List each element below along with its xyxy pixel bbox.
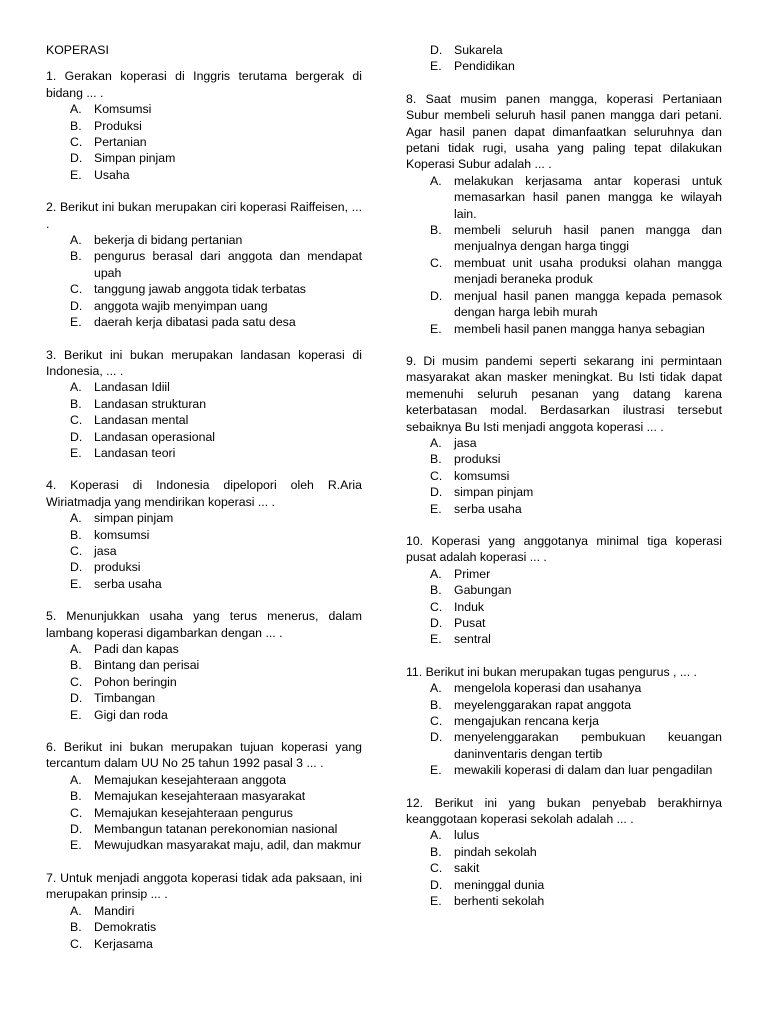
option-letter: A. [70, 903, 82, 918]
option-text: Landasan teori [94, 445, 176, 460]
option-list [46, 510, 362, 592]
option-text: tanggung jawab anggota tidak terbatas [94, 282, 306, 297]
option-letter: C. [70, 413, 83, 428]
document-title: KOPERASI [46, 43, 109, 57]
option-letter: C. [70, 805, 83, 820]
question [406, 664, 722, 779]
question [46, 477, 362, 592]
option-text: simpan pinjam [454, 485, 534, 500]
option-c [46, 805, 362, 821]
option-text: Membangun tatanan perekonomian nasional [94, 822, 338, 837]
option-b [406, 697, 722, 713]
option-letter: D. [430, 288, 443, 303]
question-stem: 8. Saat musim panen mangga, koperasi Pertaniaan Subur membeli seluruh hasil panen mangga dari petani. Agar hasil panen dapat dimanfaatkan seluruhnya dan petani tidak rugi, usaha yang paling tepat dilakukan Koperasi Subur adalah ... . [406, 91, 722, 172]
question [46, 739, 362, 854]
option-text: Pusat [454, 616, 486, 630]
option-d [46, 298, 362, 314]
option-text: Landasan strukturan [94, 396, 207, 411]
option-e [46, 576, 362, 592]
option-text: mengajukan rencana kerja [454, 714, 599, 729]
question-stem: 1. Gerakan koperasi di Inggris terutama bergerak di bidang ... . [46, 69, 362, 100]
option-e [406, 631, 722, 647]
option-letter: B. [70, 920, 82, 935]
option-letter: B. [430, 223, 442, 238]
question [406, 795, 722, 910]
option-text: bekerja di bidang pertanian [94, 233, 243, 248]
option-text: komsumsi [454, 468, 510, 483]
option-letter: C. [430, 468, 443, 483]
option-text: Memajukan kesejahteraan pengurus [94, 805, 293, 820]
question [406, 353, 722, 517]
option-a [46, 101, 362, 117]
option-text: Sukarela [454, 43, 503, 57]
option-text: pindah sekolah [454, 844, 537, 859]
option-letter: E. [430, 501, 442, 516]
question-stem: 7. Untuk menjadi anggota koperasi tidak ada paksaan, ini merupakan prinsip ... . [46, 870, 362, 902]
question-stem: 5. Menunjukkan usaha yang terus menerus, dalam lambang koperasi digambarkan dengan ... . [46, 609, 362, 640]
option-c [46, 674, 362, 690]
option-letter: A. [70, 772, 82, 787]
option-list [406, 827, 722, 909]
option-text: Induk [454, 599, 485, 614]
option-text: pengurus berasal dari anggota dan mendapat upah [94, 249, 362, 280]
option-text: Pendidikan [454, 59, 515, 74]
option-text: membeli seluruh hasil panen mangga dan menjualnya dengan harga tinggi [454, 223, 722, 254]
option-d [406, 615, 722, 631]
option-text: Primer [454, 566, 491, 581]
option-letter: D. [70, 822, 83, 837]
option-text: jasa [94, 543, 117, 558]
option-letter: A. [70, 511, 82, 526]
option-letter: C. [430, 861, 443, 876]
option-c [46, 543, 362, 559]
option-letter: E. [430, 763, 442, 778]
option-letter: C. [70, 543, 83, 558]
option-letter: D. [70, 429, 83, 444]
option-text: Produksi [94, 118, 142, 133]
option-text: serba usaha [454, 501, 522, 516]
option-c [406, 713, 722, 729]
option-text: Pohon beringin [94, 674, 177, 689]
option-list [406, 680, 722, 778]
option-b [46, 788, 362, 804]
option-a [406, 173, 722, 222]
option-letter: A. [430, 566, 442, 581]
option-letter: A. [70, 380, 82, 395]
option-letter: B. [70, 118, 82, 133]
option-letter: B. [430, 844, 442, 859]
option-letter: B. [70, 396, 82, 411]
option-letter: E. [430, 632, 442, 647]
option-c [406, 468, 722, 484]
option-list [46, 101, 362, 183]
option-text: Memajukan kesejahteraan masyarakat [94, 789, 306, 804]
option-a [46, 772, 362, 788]
option-text: meninggal dunia [454, 877, 545, 892]
option-e [46, 837, 362, 853]
option-text: anggota wajib menyimpan uang [94, 298, 268, 313]
option-letter: D. [430, 43, 443, 57]
option-c [406, 599, 722, 615]
option-text: Landasan Idiil [94, 380, 170, 395]
option-c [406, 255, 722, 288]
question [406, 91, 722, 337]
right-column [406, 42, 722, 926]
option-letter: E. [70, 167, 82, 182]
option-text: Usaha [94, 167, 130, 182]
option-d [406, 42, 722, 58]
option-letter: A. [430, 435, 442, 450]
option-list [46, 903, 362, 952]
option-letter: E. [430, 59, 442, 74]
option-letter: B. [70, 789, 82, 804]
option-text: Landasan mental [94, 413, 189, 428]
option-text: Kerjasama [94, 936, 153, 951]
option-d [46, 150, 362, 166]
option-letter: A. [70, 233, 82, 248]
option-text: Simpan pinjam [94, 151, 176, 166]
option-text: jasa [454, 435, 477, 450]
option-b [46, 527, 362, 543]
option-e [46, 445, 362, 461]
option-list [406, 42, 722, 75]
option-letter: A. [70, 642, 82, 656]
option-letter: E. [70, 315, 82, 330]
option-b [406, 451, 722, 467]
option-e [46, 314, 362, 330]
option-letter: A. [430, 681, 442, 696]
question-stem: 10. Koperasi yang anggotanya minimal tiga koperasi pusat adalah koperasi ... . [406, 533, 722, 565]
option-letter: B. [70, 527, 82, 542]
option-b [46, 248, 362, 281]
option-c [406, 860, 722, 876]
option-letter: A. [70, 102, 82, 117]
left-column [46, 42, 362, 968]
option-d [46, 821, 362, 837]
option-letter: D. [70, 691, 83, 706]
option-text: Pertanian [94, 135, 147, 150]
option-letter: D. [430, 616, 443, 630]
option-e [406, 58, 722, 74]
option-text: produksi [454, 452, 501, 467]
question-stem: 2. Berikut ini bukan merupakan ciri koperasi Raiffeisen, ... . [46, 200, 362, 231]
option-letter: B. [430, 697, 442, 712]
option-letter: B. [70, 658, 82, 673]
option-d [46, 690, 362, 706]
option-text: Demokratis [94, 920, 157, 935]
option-letter: A. [430, 828, 442, 843]
option-letter: D. [430, 485, 443, 500]
option-a [406, 827, 722, 843]
option-a [46, 903, 362, 919]
option-text: lulus [454, 828, 480, 843]
question-stem: 6. Berikut ini bukan merupakan tujuan koperasi yang tercantum dalam UU No 25 tahun 1992 pasal 3 ... . [46, 740, 362, 771]
option-text: Timbangan [94, 691, 156, 706]
option-d [406, 877, 722, 893]
option-a [406, 566, 722, 582]
option-letter: E. [70, 576, 82, 591]
option-letter: D. [70, 560, 83, 575]
option-list [46, 232, 362, 330]
option-letter: C. [70, 135, 83, 150]
option-text: melakukan kerjasama antar koperasi untuk memasarkan hasil panen mangga ke wilayah lain. [454, 173, 722, 221]
option-e [46, 167, 362, 183]
option-text: simpan pinjam [94, 511, 174, 526]
option-list [46, 379, 362, 461]
option-b [46, 919, 362, 935]
option-e [406, 321, 722, 337]
question [46, 347, 362, 462]
option-b [406, 844, 722, 860]
option-letter: D. [430, 730, 443, 745]
option-text: serba usaha [94, 576, 162, 591]
option-a [46, 232, 362, 248]
option-letter: B. [70, 249, 82, 264]
option-letter: C. [430, 714, 443, 729]
right-question-list [406, 91, 722, 910]
option-text: Padi dan kapas [94, 642, 179, 656]
option-d [406, 288, 722, 321]
question-stem: 12. Berikut ini yang bukan penyebab berakhirnya keanggotaan koperasi sekolah adalah ... . [406, 795, 722, 827]
option-letter: E. [70, 707, 82, 722]
question-stem: 4. Koperasi di Indonesia dipelopori oleh R.Aria Wiriatmadja yang mendirikan koperasi ... . [46, 478, 362, 509]
option-c [46, 936, 362, 952]
option-letter: E. [430, 321, 442, 336]
option-letter: D. [430, 877, 443, 892]
option-a [406, 680, 722, 696]
question-7-continuation [406, 42, 722, 75]
question [46, 608, 362, 723]
question-stem: 11. Berikut ini bukan merupakan tugas pengurus , ... . [406, 664, 697, 679]
question-stem: 9. Di musim pandemi seperti sekarang ini permintaan masyarakat akan masker meningkat. Bu Isti tidak dapat memenuhi seluruh pesanan yang datang karena keterbatasan modal. Berdasarkan ilustrasi tersebut sebaiknya Bu Isti menjadi anggota koperasi ... . [406, 353, 722, 434]
question [46, 199, 362, 330]
option-text: menyelenggarakan pembukuan keuangan daninventaris dengan tertib [454, 730, 722, 761]
option-text: komsumsi [94, 527, 150, 542]
option-b [46, 118, 362, 134]
option-text: Komsumsi [94, 102, 152, 117]
question [406, 533, 722, 648]
option-text: mewakili koperasi di dalam dan luar pengadilan [454, 763, 713, 778]
option-text: mengelola koperasi dan usahanya [454, 681, 642, 696]
option-list [406, 173, 722, 337]
option-text: sakit [454, 861, 480, 876]
option-list [46, 772, 362, 854]
left-question-list [46, 68, 362, 952]
option-text: daerah kerja dibatasi pada satu desa [94, 315, 296, 330]
option-a [406, 435, 722, 451]
option-e [406, 893, 722, 909]
option-text: membeli hasil panen mangga hanya sebagian [454, 321, 705, 336]
option-b [46, 657, 362, 673]
option-letter: C. [430, 255, 443, 270]
option-list [406, 435, 722, 517]
option-letter: C. [70, 282, 83, 297]
option-text: sentral [454, 632, 491, 647]
option-letter: D. [70, 298, 83, 313]
option-text: produksi [94, 560, 141, 575]
question-stem: 3. Berikut ini bukan merupakan landasan koperasi di Indonesia, ... . [46, 347, 362, 378]
option-list [406, 566, 722, 648]
option-d [46, 559, 362, 575]
option-text: Gabungan [454, 583, 512, 598]
option-letter: B. [430, 452, 442, 467]
option-text: Memajukan kesejahteraan anggota [94, 772, 287, 787]
option-c [46, 412, 362, 428]
option-letter: C. [430, 599, 443, 614]
option-text: Landasan operasional [94, 429, 216, 444]
option-e [406, 762, 722, 778]
option-text: Gigi dan roda [94, 707, 168, 722]
option-text: berhenti sekolah [454, 894, 545, 909]
option-letter: C. [70, 936, 83, 951]
option-letter: C. [70, 674, 83, 689]
option-e [406, 501, 722, 517]
option-text: Mandiri [94, 903, 135, 918]
option-letter: E. [70, 838, 82, 853]
option-text: meyelenggarakan rapat anggota [454, 697, 632, 712]
option-text: Mewujudkan masyarakat maju, adil, dan makmur [94, 838, 362, 853]
question [46, 870, 362, 952]
option-d [406, 484, 722, 500]
option-letter: A. [430, 173, 442, 188]
option-e [46, 707, 362, 723]
option-letter: E. [430, 894, 442, 909]
option-a [46, 641, 362, 657]
option-text: Bintang dan perisai [94, 658, 200, 673]
option-d [406, 729, 722, 762]
option-c [46, 281, 362, 297]
question [46, 68, 362, 183]
option-letter: B. [430, 583, 442, 598]
option-letter: E. [70, 445, 82, 460]
option-b [46, 396, 362, 412]
option-b [406, 582, 722, 598]
option-text: menjual hasil panen mangga kepada pemasok dengan harga lebih murah [454, 288, 722, 320]
option-letter: D. [70, 151, 83, 166]
option-a [46, 379, 362, 395]
option-d [46, 429, 362, 445]
option-list [46, 641, 362, 723]
option-a [46, 510, 362, 526]
option-b [406, 222, 722, 255]
option-c [46, 134, 362, 150]
option-text: membuat unit usaha produksi olahan mangga menjadi beraneka produk [454, 255, 722, 287]
